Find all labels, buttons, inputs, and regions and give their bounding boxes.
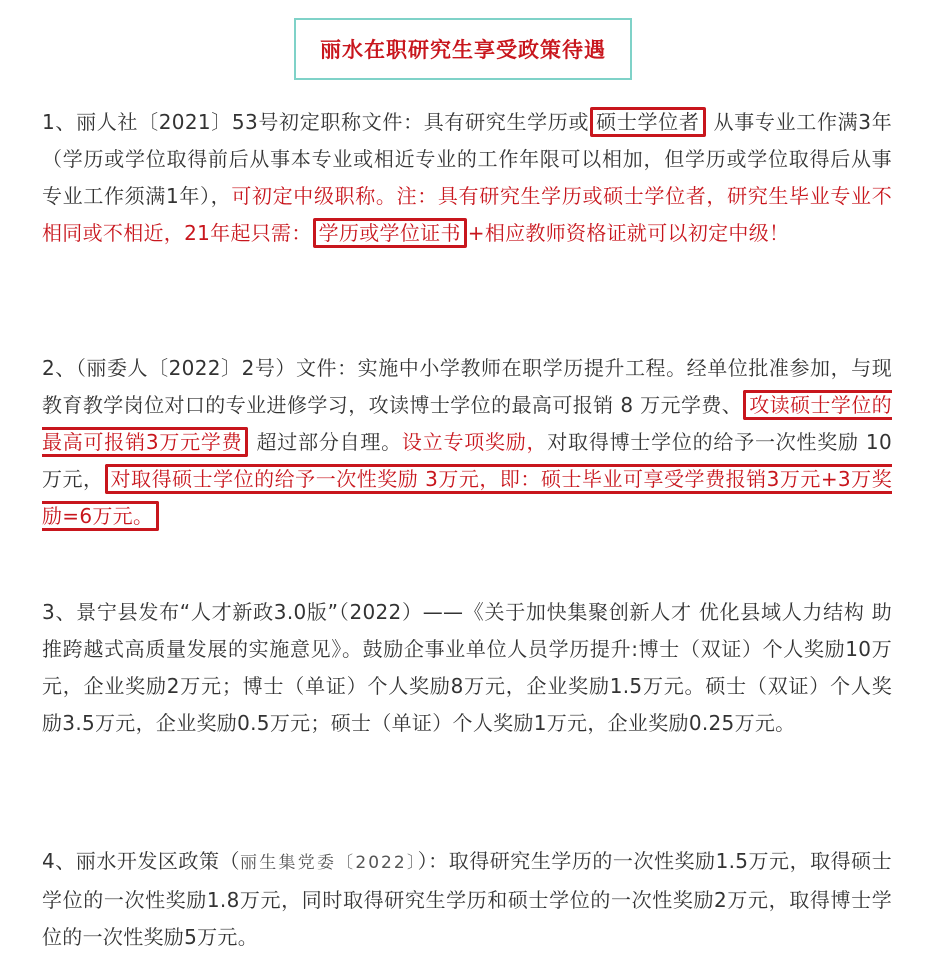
p4-doc-number: 丽生集党委〔2022〕 [240, 853, 418, 873]
p2-red-note: 设立专项奖励， [401, 430, 548, 454]
p1-text-b: 从事专业工作满3年（学历或学位取得前后从事本专业或相近专业的工作年限可以相加，但学历或学位取得后从事专业工作须满1年）， [42, 110, 892, 208]
page-title: 丽水在职研究生享受政策待遇 [320, 38, 606, 62]
p2-text-b: 超过部分自理。 [249, 430, 402, 454]
p3-text: 3、景宁县发布“人才新政3.0版”（2022）——《关于加快集聚创新人才 优化县域人力结构 助推跨越式高质量发展的实施意见》。鼓励企事业单位人员学历提升:博士（双证）个人奖励10万元，企业奖励2万元；博士（单证）个人奖励8万元，企业奖励1.5万元。硕士（双证）个人奖励3.5万元，企业奖励0.5万元；硕士（单证）个人奖励1万元，企业奖励0.25万元。 [42, 600, 892, 735]
p4-text-a: 4、丽水开发区政策（ [42, 849, 241, 873]
p1-red-note: 可初定中级职称。注：具有研究生学历或硕士学位者，研究生毕业专业不相同或不相近，21年起只需： [42, 184, 892, 245]
p2-highlight-box-1: 攻读硕士学位的最高可报销3万元学费 [42, 390, 892, 457]
policy-paragraph-3 [42, 594, 892, 742]
p1-red-note-2: +相应教师资格证就可以初定中级！ [467, 221, 790, 245]
p2-text-a: 2、（丽委人〔2022〕2号）文件：实施中小学教师在职学历提升工程。经单位批准参加，与现教育教学岗位对口的专业进修学习，攻读博士学位的最高可报销 8 万元学费、 [42, 356, 892, 417]
p4-text-b: ）：取得研究生学历的一次性奖励1.5万元，取得硕士学位的一次性奖励1.8万元，同时取得研究生学历和硕士学位的一次性奖励2万元，取得博士学位的一次性奖励5万元。 [42, 849, 892, 949]
p1-text-a: 1、丽人社〔2021〕53号初定职称文件：具有研究生学历或 [42, 110, 590, 134]
p2-highlight-box-2: 对取得硕士学位的给予一次性奖励 3万元，即：硕士毕业可享受学费报销3万元+3万奖励=6万元。 [42, 464, 892, 531]
p1-highlight-box-2: 学历或学位证书 [313, 218, 467, 248]
p2-text-c: 对取得博士学位的给予一次性奖励 10 万元， [42, 430, 892, 491]
p1-highlight-box-1: 硕士学位者 [590, 107, 705, 137]
policy-paragraph-1 [42, 104, 892, 252]
title-box [294, 18, 632, 80]
policy-paragraph-4 [42, 843, 892, 956]
policy-paragraph-2 [42, 350, 892, 535]
